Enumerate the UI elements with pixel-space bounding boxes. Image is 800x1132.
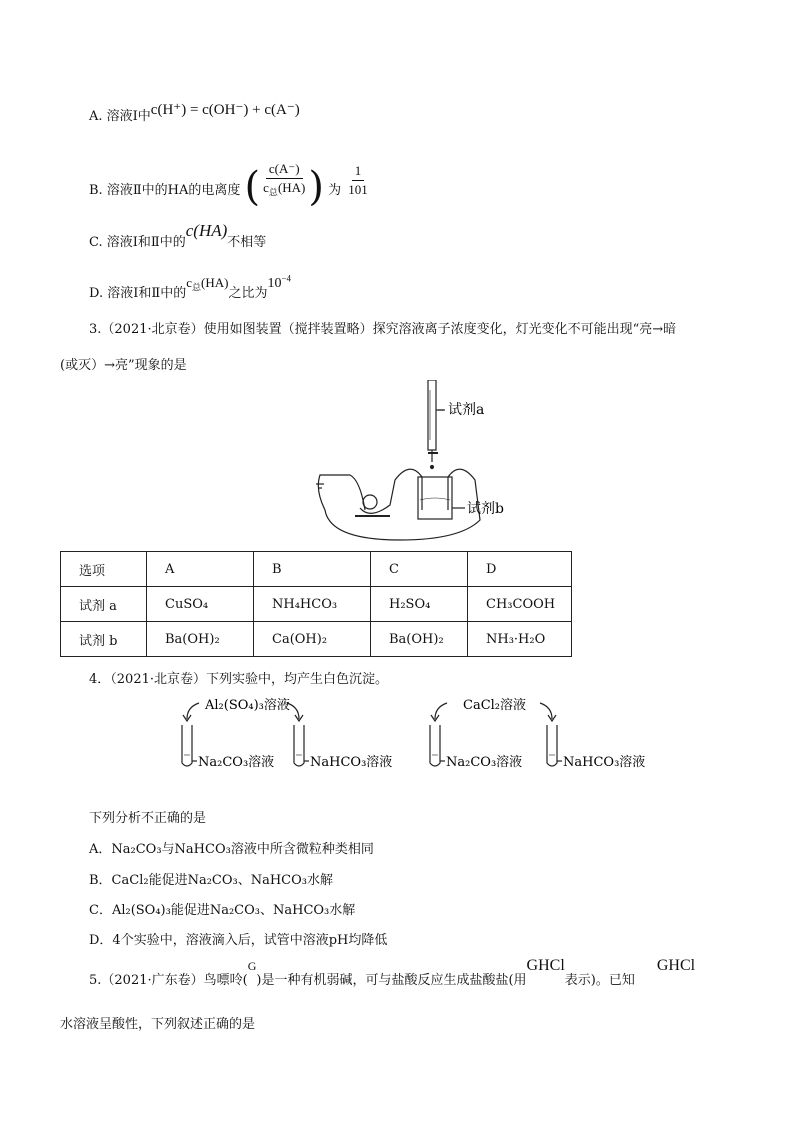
table-cell: CuSO₄ [147, 587, 254, 622]
table-cell: 试剂 a [61, 587, 147, 622]
table-cell: Ca(OH)₂ [254, 622, 371, 657]
den-sub: 总 [268, 187, 278, 198]
test-tube-3 [430, 725, 440, 766]
left-paren: ( [244, 163, 261, 210]
table-cell: Ba(OH)₂ [371, 622, 468, 657]
table-row [61, 622, 572, 657]
option-b [89, 148, 371, 208]
table-cell: NH₄HCO₃ [254, 587, 371, 622]
test-tube-figure [175, 693, 655, 783]
option-c-text: C. 溶液Ⅰ和Ⅱ中的 [89, 235, 186, 250]
table-cell: 试剂 b [61, 622, 147, 657]
burette [428, 380, 436, 450]
test-tube-1 [182, 725, 192, 766]
ghcl-symbol-1: GHCl [526, 957, 565, 974]
table-row [61, 587, 572, 622]
table-cell: NH₃·H₂O [468, 622, 572, 657]
fraction-numerator: c(A⁻) [266, 160, 303, 179]
ghcl-symbol-2: GHCl [656, 957, 696, 974]
option-c-suffix: 不相等 [227, 235, 267, 250]
fraction-denominator [260, 179, 308, 202]
reagent-table [60, 551, 572, 657]
q4-stem: 4．（2021·北京卷）下列实验中，均产生白色沉淀。 [89, 672, 388, 687]
table-cell: H₂SO₄ [371, 587, 468, 622]
q4-option-a: A．Na₂CO₃与NaHCO₃溶液中所含微粒种类相同 [89, 842, 374, 857]
table-header-cell: B [254, 552, 371, 587]
wire-loop [318, 469, 480, 540]
q5-stem-line1 [89, 955, 696, 988]
option-d-text: D. 溶液Ⅰ和Ⅱ中的 [89, 286, 187, 301]
q4-option-b: B．CaCl₂能促进Na₂CO₃、NaHCO₃水解 [89, 873, 333, 888]
guanine-symbol: G [247, 959, 257, 973]
q4-option-d: D．4个实验中，溶液滴入后，试管中溶液pH均降低 [89, 933, 388, 948]
table-header-cell: 选项 [61, 552, 147, 587]
option-a [89, 102, 300, 125]
tube-3-label: Na₂CO₃溶液 [446, 755, 523, 770]
q4-option-c: C．Al₂(SO₄)₃能促进Na₂CO₃、NaHCO₃水解 [89, 903, 356, 918]
wire [360, 469, 422, 513]
option-d [89, 272, 292, 301]
table-header-cell: D [468, 552, 572, 587]
value-fraction [345, 162, 371, 199]
d-base: 10 [267, 276, 282, 291]
option-d-value [267, 273, 292, 291]
table-row [61, 552, 572, 587]
arrow-left-2 [435, 703, 447, 719]
d-sub: 总 [191, 282, 201, 293]
q5-text-2: )是一种有机弱碱，可与盐酸反应生成盐酸盐(用 [256, 973, 527, 988]
q5-text-1: 5.（2021·广东卷）鸟嘌呤( [89, 973, 248, 988]
reagent-cacl2-label: CaCl₂溶液 [463, 698, 527, 713]
option-a-text: A. 溶液Ⅰ中 [89, 109, 151, 124]
den-rest: (HA) [277, 180, 306, 195]
d-c: c [186, 275, 192, 290]
ionization-fraction [260, 160, 308, 202]
q5-stem-line2: 水溶液呈酸性，下列叙述正确的是 [60, 1017, 256, 1032]
d-exp: −4 [281, 273, 292, 284]
reagent-b-label: 试剂b [467, 501, 504, 517]
option-d-mid: 之比为 [228, 286, 268, 301]
q5-text-3: 表示)。已知 [564, 973, 635, 988]
option-a-formula: c(H⁺) = c(OH⁻) + c(A⁻) [150, 102, 300, 118]
reagent-a-label: 试剂a [448, 402, 485, 418]
arrow-left-1 [187, 703, 199, 719]
bulb [363, 495, 377, 509]
table-cell: CH₃COOH [468, 587, 572, 622]
q4-question: 下列分析不正确的是 [89, 811, 207, 826]
option-c-formula: c(HA) [185, 221, 228, 240]
arrow-right-2 [540, 703, 552, 719]
reagent-al2so43-label: Al₂(SO₄)₃溶液 [205, 698, 290, 713]
d-rest: (HA) [201, 275, 229, 290]
test-tube-2 [294, 725, 304, 766]
option-c [89, 221, 267, 250]
q3-stem-line1: 3.（2021·北京卷）使用如图装置（搅拌装置略）探究溶液离子浓度变化，灯光变化不可能出现“亮→暗 [89, 322, 677, 337]
table-header-cell: A [147, 552, 254, 587]
tube-2-label: NaHCO₃溶液 [310, 755, 393, 770]
value-denominator: 101 [348, 182, 368, 198]
q3-stem-line2: (或灭）→亮”现象的是 [60, 358, 187, 373]
conductivity-apparatus-figure [310, 380, 550, 545]
test-tube-4 [547, 725, 557, 766]
right-paren: ) [308, 163, 324, 210]
table-cell: Ba(OH)₂ [147, 622, 254, 657]
option-d-formula [186, 275, 229, 293]
tube-1-label: Na₂CO₃溶液 [198, 755, 275, 770]
table-header-cell: C [371, 552, 468, 587]
value-numerator: 1 [352, 162, 365, 181]
tube-4-label: NaHCO₃溶液 [563, 755, 646, 770]
den-c: c [263, 180, 269, 195]
option-b-text: B. 溶液Ⅱ中的HA的电离度 [89, 183, 241, 199]
option-b-is: 为 [328, 183, 342, 199]
